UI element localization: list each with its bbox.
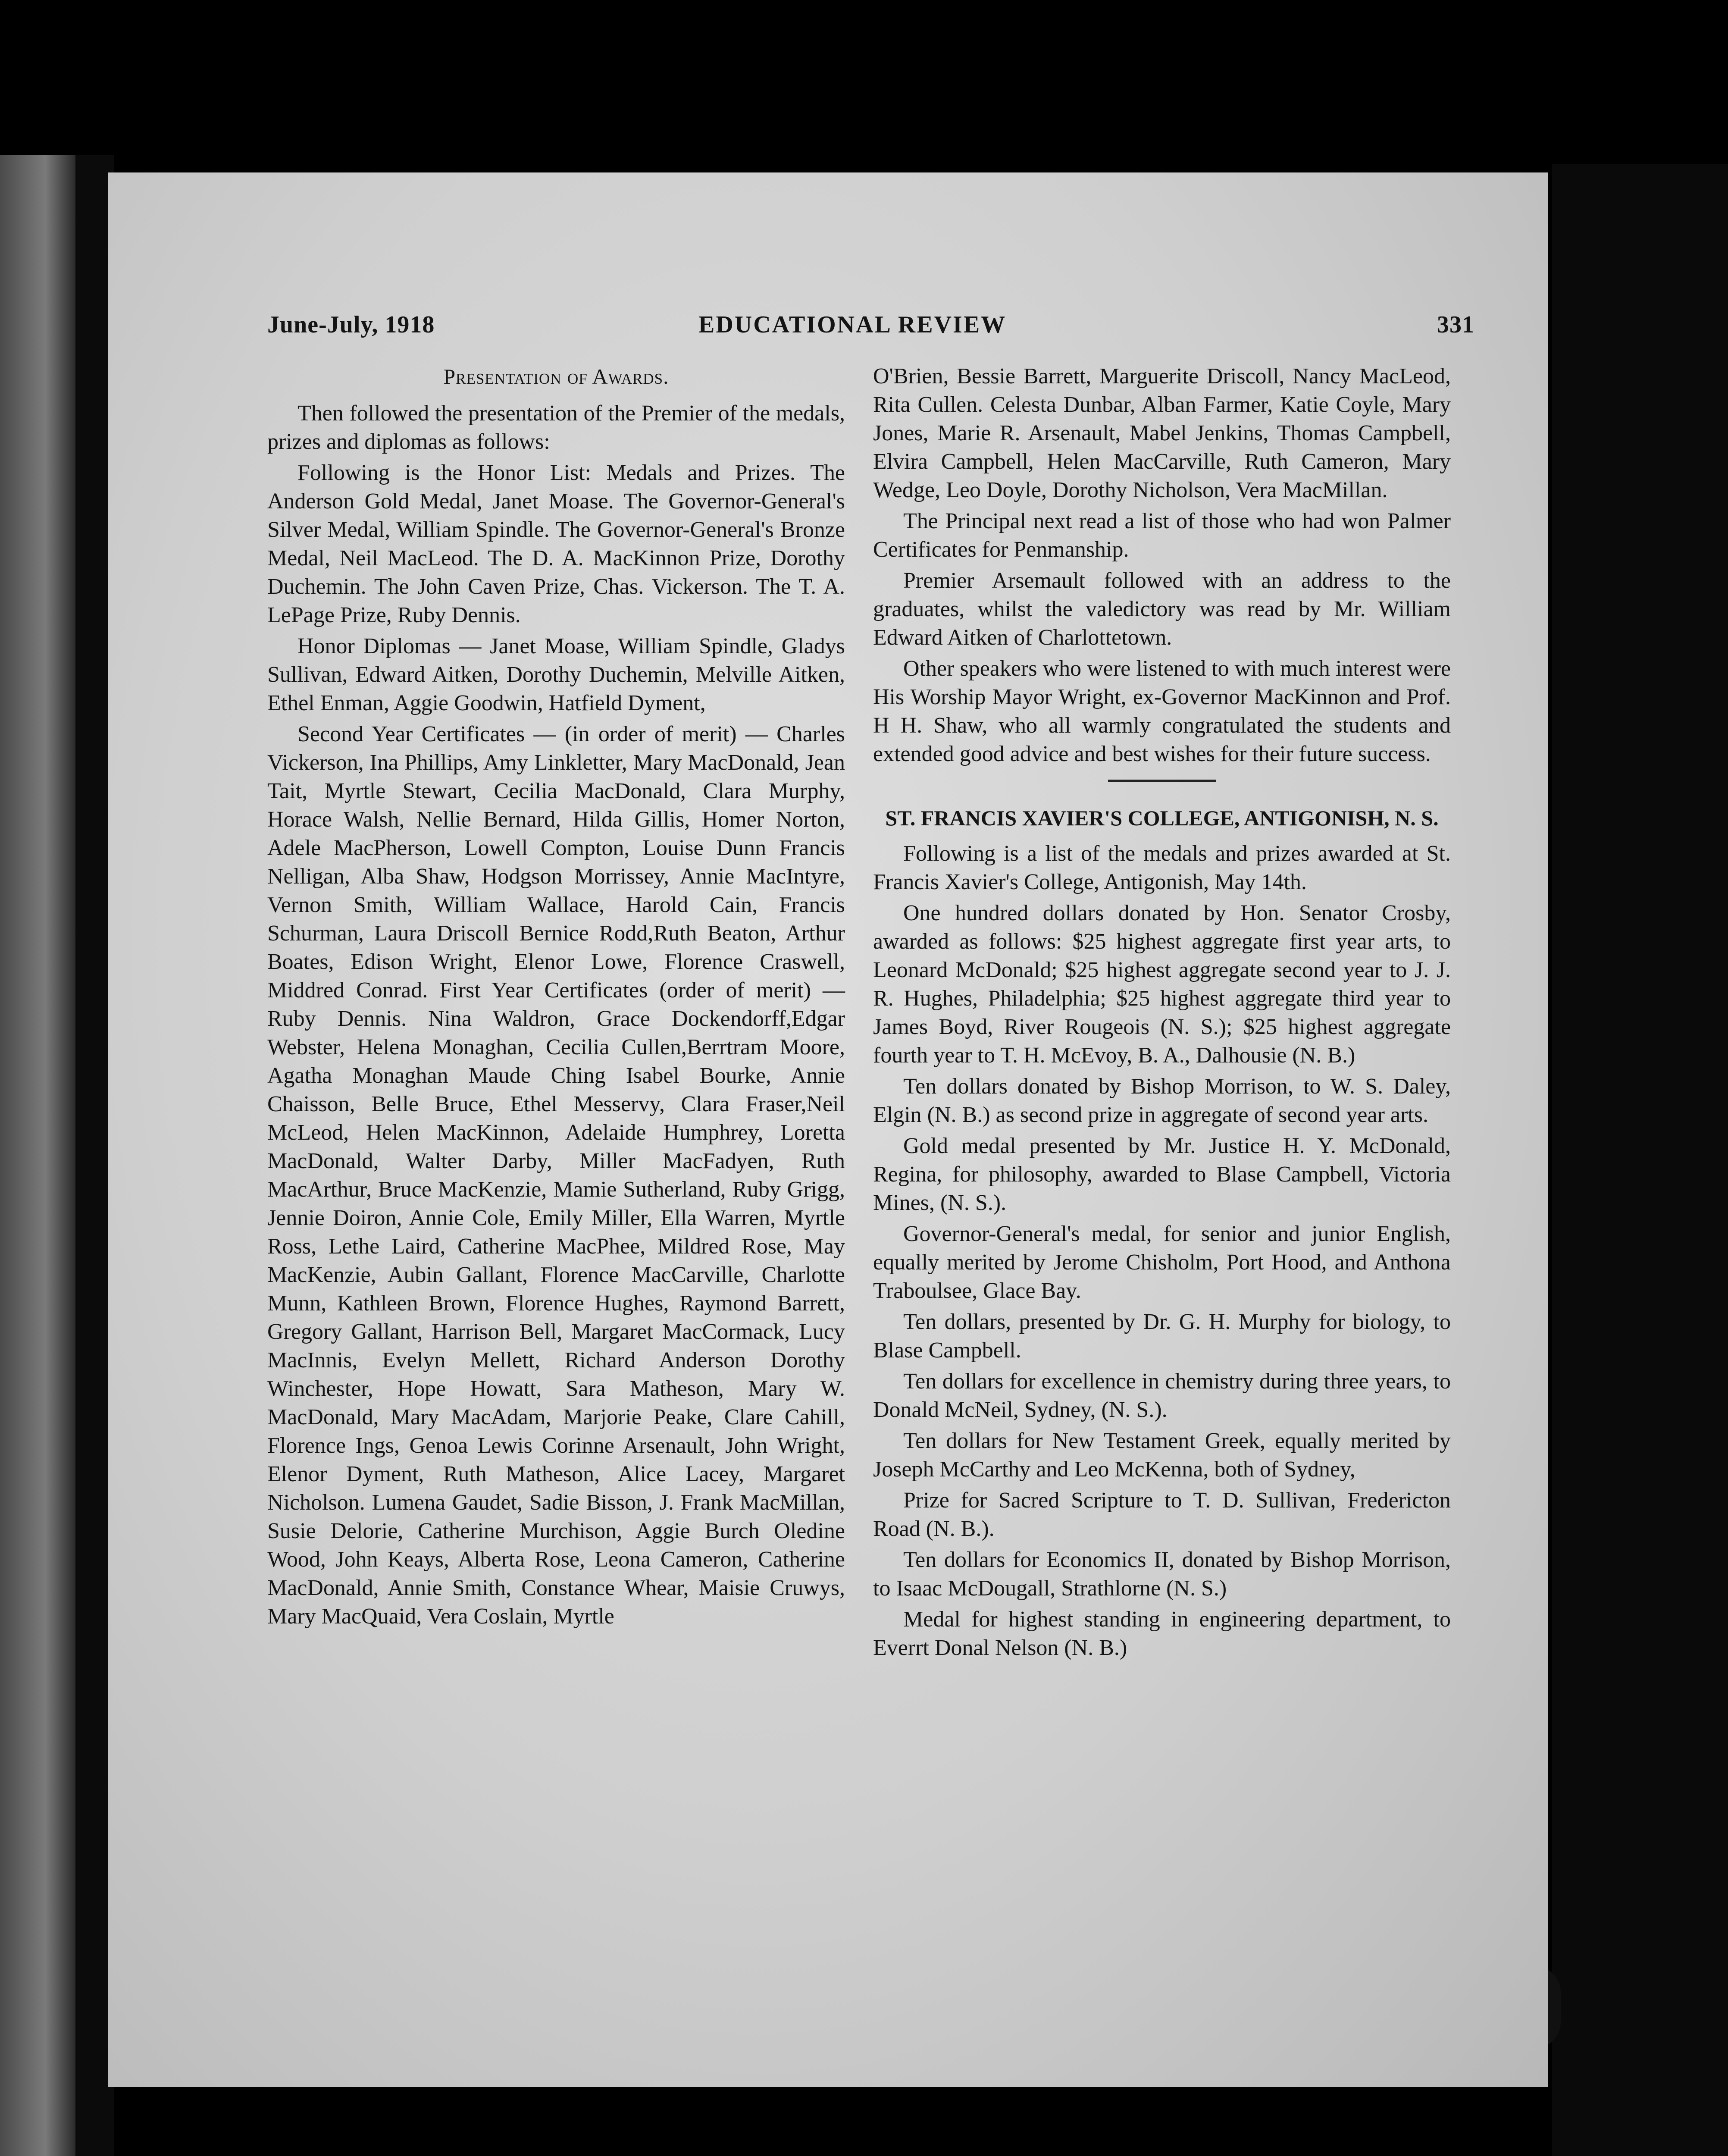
paragraph: Ten dollars for excellence in chemistry during three years, to Donald McNeil, Sydney, (N. S.). bbox=[873, 1369, 1451, 1422]
paragraph: Prize for Sacred Scripture to T. D. Sullivan, Fredericton Road (N. B.). bbox=[873, 1488, 1451, 1541]
section-heading: Presentation of Awards. bbox=[443, 364, 669, 389]
paragraph: Following is a list of the medals and prizes awarded at St. Francis Xavier's College, Antigonish, May 14th. bbox=[873, 841, 1451, 894]
paragraph: Ten dollars for New Testament Greek, equally merited by Joseph McCarthy and Leo McKenna, both of Sydney, bbox=[873, 1429, 1451, 1482]
paragraph: Other speakers who were listened to with much interest were His Worship Mayor Wright, ex-Governor MacKinnon and Prof. H H. Shaw, who all warmly congratulated the students and extended good advice and best wishes for their future success. bbox=[873, 656, 1451, 766]
paragraph: The Principal next read a list of those who had won Palmer Certificates for Penmanship. bbox=[873, 509, 1451, 562]
paragraph: Premier Arsemault followed with an address to the graduates, whilst the valedictory was read by Mr. William Edward Aitken of Charlottetown. bbox=[873, 568, 1451, 650]
page-number: 331 bbox=[1437, 311, 1474, 338]
paragraph: Ten dollars for Economics II, donated by Bishop Morrison, to Isaac McDougall, Strathlorne (N. S.) bbox=[873, 1548, 1451, 1601]
issue-date: June-July, 1918 bbox=[267, 311, 435, 338]
running-header bbox=[267, 305, 1474, 344]
paragraph: Then followed the presentation of the Premier of the medals, prizes and diplomas as follows: bbox=[267, 401, 845, 454]
right-border bbox=[1552, 164, 1728, 2156]
paragraph: Second Year Certificates — (in order of merit) — Charles Vickerson, Ina Phillips, Amy Linkletter, Mary MacDonald, Jean Tait, Myrtle Stewart, Cecilia MacDonald, Clara Murphy, Horace Walsh, Nellie Bernard, Hilda Gillis, Homer Norton, Adele MacPherson, Lowell Compton, Louise Dunn Francis Nelligan, Alba Shaw, Hodgson Morrissey, Annie MacIntyre, Vernon Smith, William Wallace, Harold Cain, Francis Schurman, Laura Driscoll Bernice Rodd,Ruth Beaton, Arthur Boates, Edison Wright, Elenor Lowe, Florence Craswell, Middred Conrad. First Year Certificates (order of merit) — Ruby Dennis. Nina Waldron, Grace Dockendorff,Edgar Webster, Helena Monaghan, Cecilia Cullen,Berrtram Moore, Agatha Monaghan Maude Ching Isabel Bourke, Annie Chaisson, Belle Bruce, Ethel Messervy, Clara Fraser,Neil McLeod, Helen MacKinnon, Adelaide Humphrey, Loretta MacDonald, Walter Darby, Miller MacFadyen, Ruth MacArthur, Bruce MacKenzie, Mamie Sutherland, Ruby Grigg, Jennie Doiron, Annie Cole, Emily Miller, Ella Warren, Myrtle Ross, Lethe Laird, Catherine MacPhee, Mildred Rose, May MacKenzie, Aubin Gallant, Florence MacCarville, Charlotte Munn, Kathleen Brown, Florence Hughes, Raymond Barrett, Gregory Gallant, Harrison Bell, Margaret MacCormack, Lucy MacInnis, Evelyn Mellett, Richard Anderson Dorothy Winchester, Hope Howatt, Sara Matheson, Mary W. MacDonald, Mary MacAdam, Marjorie Peake, Clare Cahill, Florence Ings, Genoa Lewis Corinne Arsenault, John Wright, Elenor Dyment, Ruth Matheson, Alice Lacey, Margaret Nicholson. Lumena Gaudet, Sadie Bisson, J. Frank MacMillan, Susie Delorie, Catherine Murchison, Aggie Burch Oledine Wood, John Keays, Alberta Rose, Leona Cameron, Catherine MacDonald, Annie Smith, Constance Whear, Maisie Cruwys, Mary MacQuaid, Vera Coslain, Myrtle bbox=[267, 722, 845, 1629]
paragraph: Governor-General's medal, for senior and junior English, equally merited by Jerome Chisholm, Port Hood, and Anthona Traboulsee, Glace Bay. bbox=[873, 1222, 1451, 1303]
paragraph: One hundred dollars donated by Hon. Senator Crosby, awarded as follows: $25 highest aggregate first year arts, to Leonard McDonald; $25 highest aggregate second year to J. J. R. Hughes, Philadelphia; $25 highest aggregate third year to James Boyd, River Rougeois (N. S.); $25 highest aggregate fourth year to T. H. McEvoy, B. A., Dalhousie (N. B.) bbox=[873, 901, 1451, 1068]
paragraph: Ten dollars, presented by Dr. G. H. Murphy for biology, to Blase Campbell. bbox=[873, 1310, 1451, 1363]
paragraph: Honor Diplomas — Janet Moase, William Spindle, Gladys Sullivan, Edward Aitken, Dorothy Duchemin, Melville Aitken, Ethel Enman, Aggie Goodwin, Hatfield Dyment, bbox=[267, 634, 845, 715]
paragraph-continuation: O'Brien, Bessie Barrett, Marguerite Driscoll, Nancy MacLeod, Rita Cullen. Celesta Dunbar, Alban Farmer, Katie Coyle, Mary Jones, Marie R. Arsenault, Mabel Jenkins, Thomas Campbell, Elvira Campbell, Helen MacCarville, Ruth Cameron, Mary Wedge, Leo Doyle, Dorothy Nicholson, Vera MacMillan. bbox=[873, 364, 1451, 502]
left-column bbox=[267, 362, 845, 1633]
paragraph: Ten dollars donated by Bishop Morrison, to W. S. Daley, Elgin (N. B.) as second prize in aggregate of second year arts. bbox=[873, 1074, 1451, 1127]
paragraph: Medal for highest standing in engineering department, to Everrt Donal Nelson (N. B.) bbox=[873, 1607, 1451, 1660]
previous-page-edge bbox=[0, 155, 75, 2156]
right-column bbox=[873, 362, 1451, 1665]
journal-page bbox=[108, 172, 1548, 2087]
paragraph: Following is the Honor List: Medals and Prizes. The Anderson Gold Medal, Janet Moase. The Governor-General's Silver Medal, William Spindle. The Governor-General's Bronze Medal, Neil MacLeod. The D. A. MacKinnon Prize, Dorothy Duchemin. The John Caven Prize, Chas. Vickerson. The T. A. LePage Prize, Ruby Dennis. bbox=[267, 461, 845, 627]
paragraph: Gold medal presented by Mr. Justice H. Y. McDonald, Regina, for philosophy, awarded to Blase Campbell, Victoria Mines, (N. S.). bbox=[873, 1134, 1451, 1215]
college-heading: ST. FRANCIS XAVIER'S COLLEGE, ANTIGONISH, N. S. bbox=[885, 806, 1439, 830]
section-divider bbox=[1108, 780, 1216, 782]
journal-title: EDUCATIONAL REVIEW bbox=[698, 311, 1007, 338]
